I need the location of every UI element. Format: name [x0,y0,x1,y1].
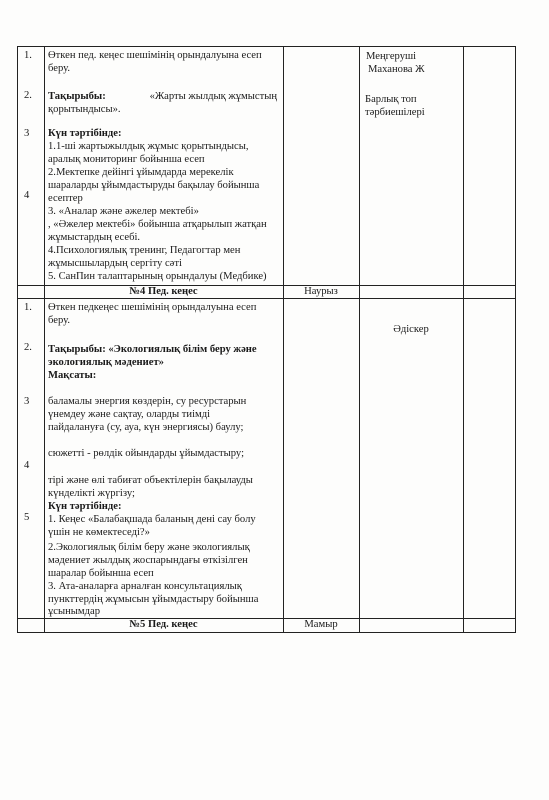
agenda-line: 4.Психологиялық тренинг, Педагогтар мен [48,245,241,256]
agenda-heading: Күн тәртібінде: [48,501,122,512]
col-divider-num [44,46,45,633]
goal-line: сюжетті - рөлдік ойындарды ұйымдастыру; [48,448,245,459]
responsible-person: Маханова Ж [368,64,425,75]
agenda-line: жұмыстардың есебі. [48,232,141,243]
agenda-line: Өткен пед. кеңес шешімінің орындалуына есеп [48,50,262,61]
agenda-line: , «Әжелер мектебі» бойынша атқарылып жатқан [48,219,267,230]
topic-title: «Жарты жылдық жұмыстың [149,91,277,102]
col-divider-content [283,46,284,633]
item-number: 1. [24,50,32,61]
item-number: 4 [24,190,30,201]
agenda-line: 3. «Аналар және әжелер мектебі» [48,206,199,217]
agenda-line: ұсынымдар [48,606,100,617]
agenda-line: үшін не көмектеседі?» [48,527,150,538]
table-left-border [17,46,18,633]
item-number: 1. [24,302,32,313]
table-right-border [515,46,516,633]
responsible-person: Барлық топ [365,94,417,105]
goal-line: баламалы энергия көздерін, су ресурстарын [48,396,247,407]
agenda-line: аралық мониторинг бойынша есеп [48,154,205,165]
item-number: 2. [24,342,32,353]
item-number: 4 [24,460,30,471]
agenda-line: пункттердің жұмысын ұйымдастыру бойынша [48,594,259,605]
topic-label: Тақырыбы: [48,91,106,102]
council-month: Мамыр [304,619,338,630]
agenda-line: 1.1-ші жартыжылдық жұмыс қорытындысы, [48,141,249,152]
agenda-line: 5. СанПин талаптарының орындалуы (Медбике) [48,271,267,282]
agenda-line: беру. [48,63,70,74]
table-top-border [17,46,515,47]
agenda-line: Өткен педкеңес шешімінің орындалуына есеп [48,302,257,313]
responsible-person: Меңгеруші [366,51,417,62]
agenda-heading: Күн тәртібінде: [48,128,122,139]
agenda-line: беру. [48,315,70,326]
agenda-line: шаралар бойынша есеп [48,568,154,579]
agenda-line: шараларды ұйымдастыруды бақылау бойынша [48,180,260,191]
item-number: 2. [24,90,32,101]
agenda-line: 1. Кеңес «Балабақшада баланың дені сау болу [48,514,256,525]
agenda-line: жұмысшылардың сергіту сәті [48,258,182,269]
goal-line: пайдалануға (су, ауа, күн энергиясы) баулу; [48,422,244,433]
agenda-line: 3. Ата-аналарға арналған консультациялық [48,581,242,592]
responsible-person: тәрбиешілері [365,107,425,118]
council-title: №5 Пед. кеңес [129,619,198,630]
topic-title: экологиялық мәдениет» [48,357,164,368]
goal-line: күнделікті жүргізу; [48,488,135,499]
item-number: 3 [24,396,30,407]
table-bottom-border [17,632,515,633]
agenda-line: 2.Мектепке дейінгі ұйымдарда мерекелік [48,167,234,178]
item-number: 5 [24,512,30,523]
agenda-line: 2.Экологиялық білім беру және экологиялық [48,542,250,553]
item-number: 3 [24,128,30,139]
responsible-person: Әдіскер [393,324,429,335]
council-title: №4 Пед. кеңес [129,286,198,297]
goals-heading: Мақсаты: [48,370,97,381]
goal-line: тірі және өлі табиғат объектілерін бақылауды [48,475,253,486]
topic-title: қорытындысы». [48,104,121,115]
col-divider-month [359,46,360,633]
agenda-line: мәдениет жылдық жоспарындағы өткізілген [48,555,248,566]
agenda-line: есептер [48,193,83,204]
topic-title: Тақырыбы: «Экологиялық білім беру және [48,344,257,355]
col-divider-responsible [463,46,464,633]
goal-line: үнемдеу және сақтау, оларды тиімді [48,409,211,420]
council-month: Наурыз [304,286,338,297]
